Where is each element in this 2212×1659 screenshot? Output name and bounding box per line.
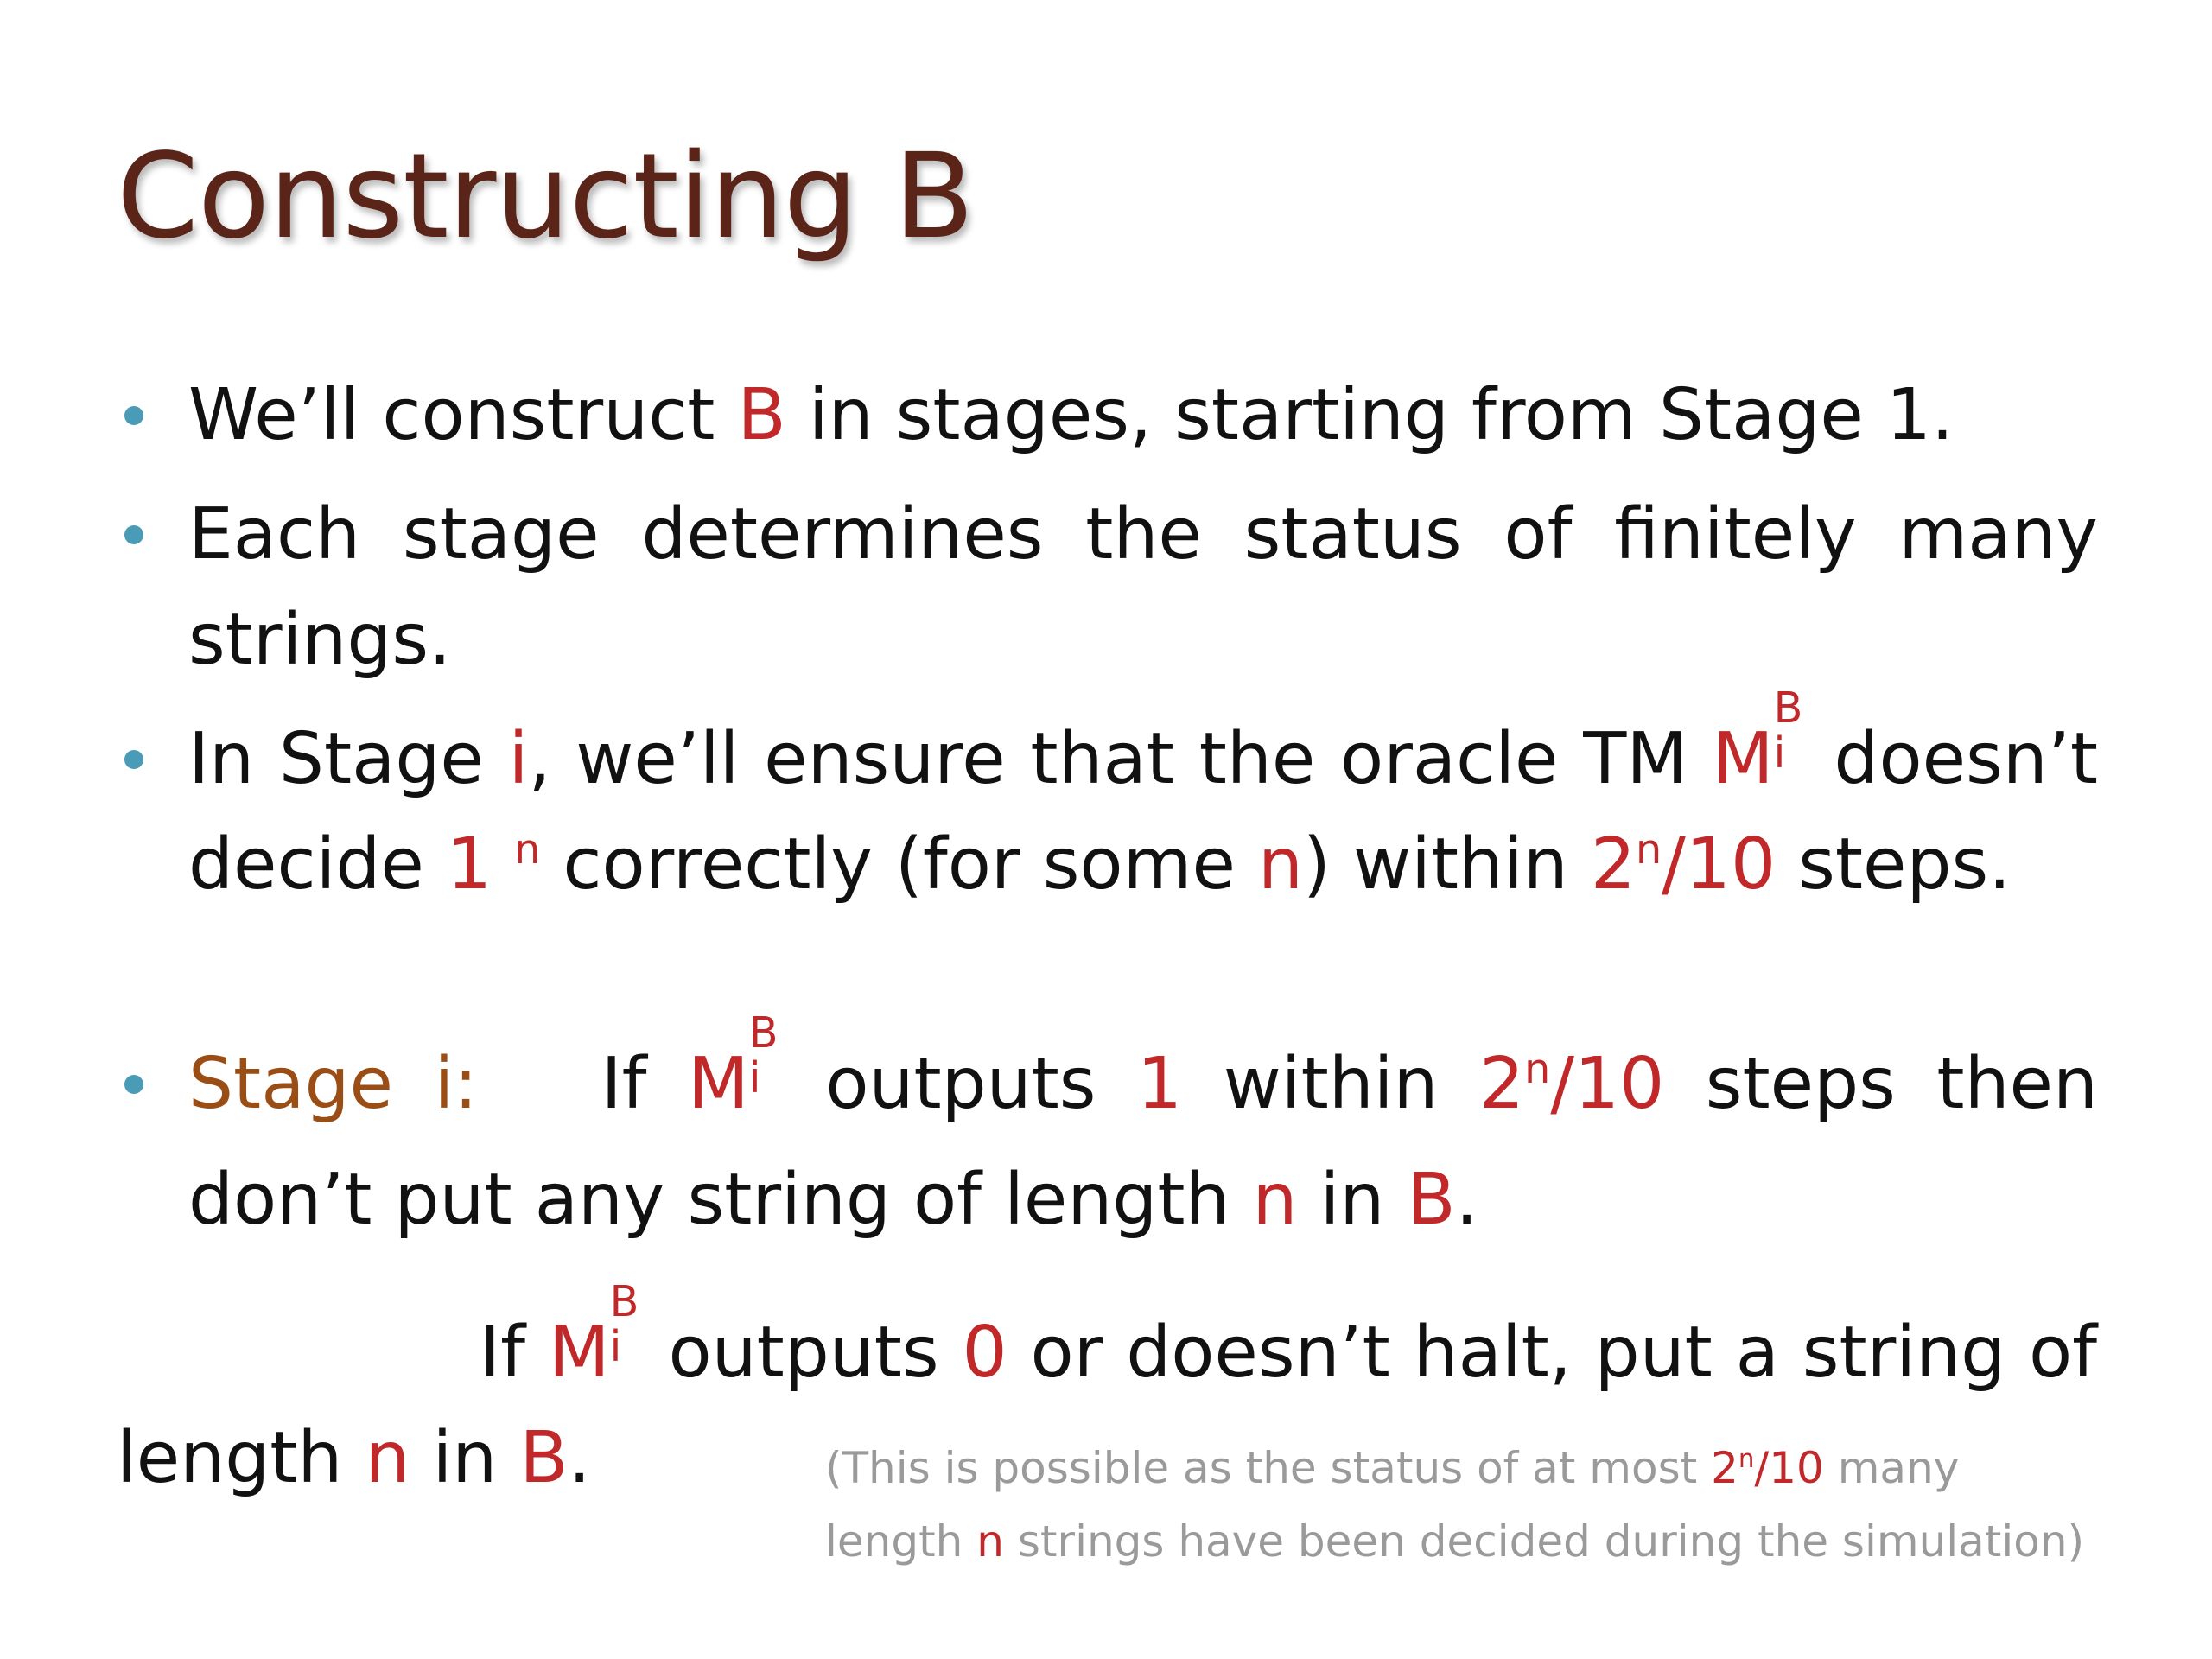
- highlight-i: i: [508, 718, 529, 800]
- highlight-n: n: [1252, 1159, 1298, 1241]
- text: in: [1297, 1159, 1408, 1241]
- text: doesn’t decide: [188, 718, 2098, 906]
- text: If: [601, 1043, 689, 1125]
- highlight-n: n: [365, 1417, 410, 1499]
- highlight-B: B: [737, 374, 786, 456]
- stage-label: Stage i:: [188, 1043, 478, 1125]
- text: Each stage determines the status of finitely many strings.: [188, 493, 2098, 681]
- text: .: [568, 1417, 591, 1499]
- text: , we’ll ensure that the oracle TM: [528, 718, 1713, 800]
- bullet-item-2: [119, 482, 2098, 693]
- text: within: [1182, 1043, 1479, 1125]
- bullet-dot-icon: [124, 406, 143, 425]
- highlight-1: 1: [1137, 1043, 1183, 1125]
- side-note-line-1: (This is possible as the status of at most 2$^n$/10 many: [825, 1443, 1960, 1493]
- highlight-0: 0: [962, 1312, 1007, 1394]
- second-case-line: [480, 1276, 2097, 1406]
- text: We’ll construct: [188, 374, 738, 456]
- text: or doesn’t halt, put a string of: [1007, 1312, 2097, 1394]
- second-case-continuation: [117, 1406, 591, 1511]
- text: length: [117, 1417, 365, 1499]
- bullet-dot-icon: [124, 1075, 143, 1094]
- bullet-dot-icon: [124, 525, 143, 544]
- highlight-B: B: [1407, 1159, 1456, 1241]
- text: outputs: [784, 1043, 1138, 1125]
- bullet-item-4: [119, 1007, 2098, 1253]
- text: outputs: [645, 1312, 963, 1394]
- text: steps then don’t put any string of length: [188, 1043, 2098, 1241]
- side-note: [825, 1434, 2104, 1575]
- oracle-machine: M B i: [1712, 683, 1803, 800]
- text: steps.: [1776, 823, 2012, 906]
- text: in: [410, 1417, 520, 1499]
- oracle-machine: M B i: [688, 1007, 779, 1125]
- oracle-machine: M B i: [548, 1276, 639, 1394]
- text: correctly (for some: [540, 823, 1258, 906]
- text: ) within: [1302, 823, 1591, 906]
- text: In Stage: [188, 718, 509, 800]
- slide-title: Constructing B: [117, 129, 974, 265]
- step-bound: 2$^n$/10: [1479, 1043, 1665, 1125]
- text: in stages, starting from Stage 1.: [785, 374, 1955, 456]
- bullet-list: [119, 363, 2098, 1267]
- step-bound: 2$^n$/10: [1590, 823, 1777, 906]
- one-power-n: 1 $^n$: [446, 823, 541, 906]
- bullet-item-1: [119, 363, 2098, 468]
- highlight-n: n: [1257, 823, 1303, 906]
- highlight-B: B: [519, 1417, 569, 1499]
- side-note-line-2: length n strings have been decided during the simulation): [825, 1516, 2085, 1567]
- bullet-item-3: [119, 683, 2098, 928]
- bullet-dot-icon: [124, 750, 143, 769]
- text: If: [480, 1312, 549, 1394]
- text: .: [1455, 1159, 1478, 1241]
